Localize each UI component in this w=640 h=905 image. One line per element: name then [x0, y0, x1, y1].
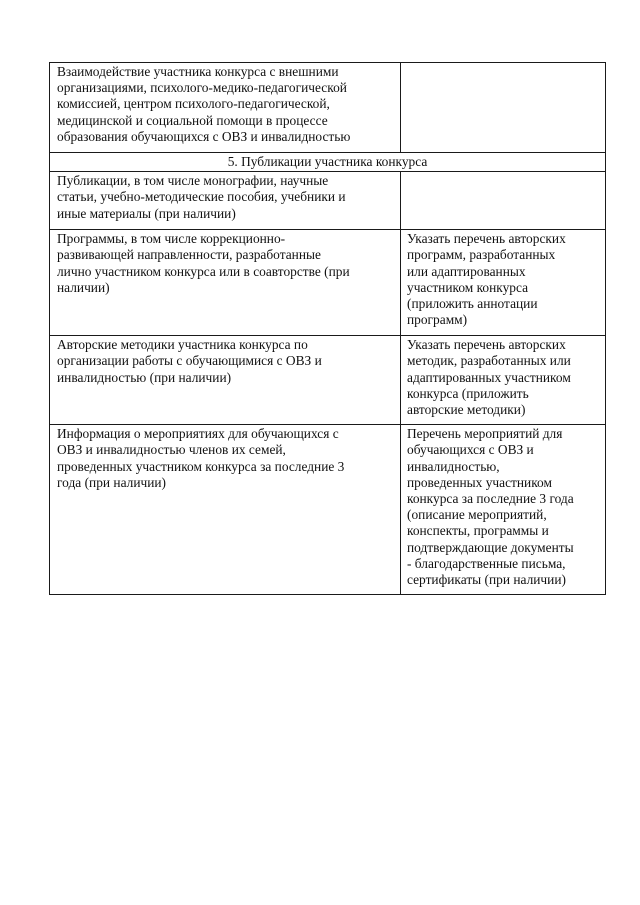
- criterion-cell: Взаимодействие участника конкурса с внешними организациями, психолого-медико-педагогической комиссией, центром психолого-педагогической, медицинской и социальной помощи в процессе образования обучающихся с ОВЗ и инвалидностью: [50, 63, 401, 153]
- table-row-programs: [50, 230, 606, 336]
- evidence-cell: Перечень мероприятий для обучающихся с ОВЗ и инвалидностью, проведенных участником конкурса за последние 3 года (описание мероприятий, конспекты, программы и подтверждающие документы - благодарственные письма, сертификаты (при наличии): [401, 425, 606, 595]
- section-title: 5. Публикации участника конкурса: [50, 153, 606, 172]
- table-row-events: [50, 425, 606, 595]
- criterion-cell: Авторские методики участника конкурса по организации работы с обучающимися с ОВЗ и инвалидностью (при наличии): [50, 336, 401, 425]
- evidence-cell: Указать перечень авторских программ, разработанных или адаптированных участником конкурса (приложить аннотации программ): [401, 230, 606, 336]
- criteria-table: [49, 62, 606, 595]
- table-row-section-header: [50, 153, 606, 172]
- evidence-cell: [401, 172, 606, 230]
- evidence-cell: Указать перечень авторских методик, разработанных или адаптированных участником конкурса (приложить авторские методики): [401, 336, 606, 425]
- evidence-cell: [401, 63, 606, 153]
- criterion-cell: Программы, в том числе коррекционно- развивающей направленности, разработанные лично участником конкурса или в соавторстве (при наличии): [50, 230, 401, 336]
- criterion-cell: Публикации, в том числе монографии, научные статьи, учебно-методические пособия, учебники и иные материалы (при наличии): [50, 172, 401, 230]
- criterion-cell: Информация о мероприятиях для обучающихся с ОВЗ и инвалидностью членов их семей, проведенных участником конкурса за последние 3 года (при наличии): [50, 425, 401, 595]
- table-row-publications: [50, 172, 606, 230]
- table-row-interaction: [50, 63, 606, 153]
- table-row-methods: [50, 336, 606, 425]
